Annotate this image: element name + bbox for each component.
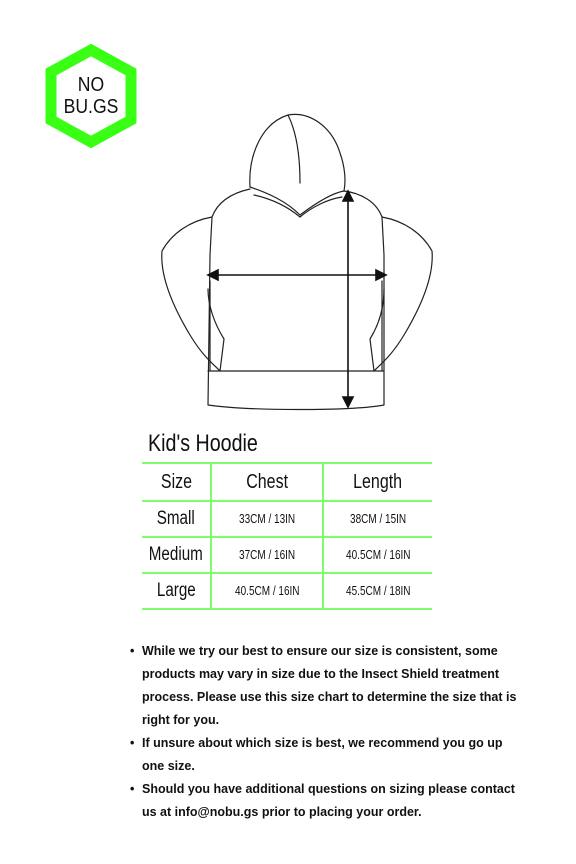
size-cell: Small: [156, 508, 195, 529]
brand-logo: [45, 44, 137, 148]
measurement-arrows: [208, 191, 386, 407]
length-cell: 40.5CM / 16IN: [323, 537, 432, 573]
length-cell: 45.5CM / 18IN: [323, 573, 432, 609]
logo-text-top: NO: [77, 74, 105, 96]
page-title: Kid's Hoodie: [148, 430, 258, 457]
header-length: Length: [323, 463, 432, 501]
header-size: Size: [160, 470, 192, 493]
table-row: [142, 573, 432, 609]
size-cell: Medium: [148, 544, 204, 565]
logo-text-bottom: BU.GS: [63, 96, 119, 118]
table-row: [142, 501, 432, 537]
chest-cell: 37CM / 16IN: [211, 537, 323, 573]
chest-cell: 40.5CM / 16IN: [211, 573, 323, 609]
sizing-notes: [130, 640, 520, 824]
table-row: [142, 537, 432, 573]
table-header-row: [142, 463, 432, 501]
note-item: • If unsure about which size is best, we recommend you go up one size.: [130, 732, 520, 778]
hoodie-measurement-diagram: [150, 105, 450, 420]
header-chest: Chest: [211, 463, 323, 501]
size-cell: Large: [156, 580, 196, 601]
note-item: • Should you have additional questions on sizing please contact us at info@nobu.gs prior to placing your order.: [130, 778, 520, 824]
size-chart-table: [142, 462, 432, 610]
hoodie-outline: [162, 114, 432, 409]
chest-cell: 33CM / 13IN: [211, 501, 323, 537]
note-item: • While we try our best to ensure our size is consistent, some products may vary in size due to the Insect Shield treatment process. Please use this size chart to determine the size that is right for you.: [130, 640, 520, 732]
length-cell: 38CM / 15IN: [323, 501, 432, 537]
